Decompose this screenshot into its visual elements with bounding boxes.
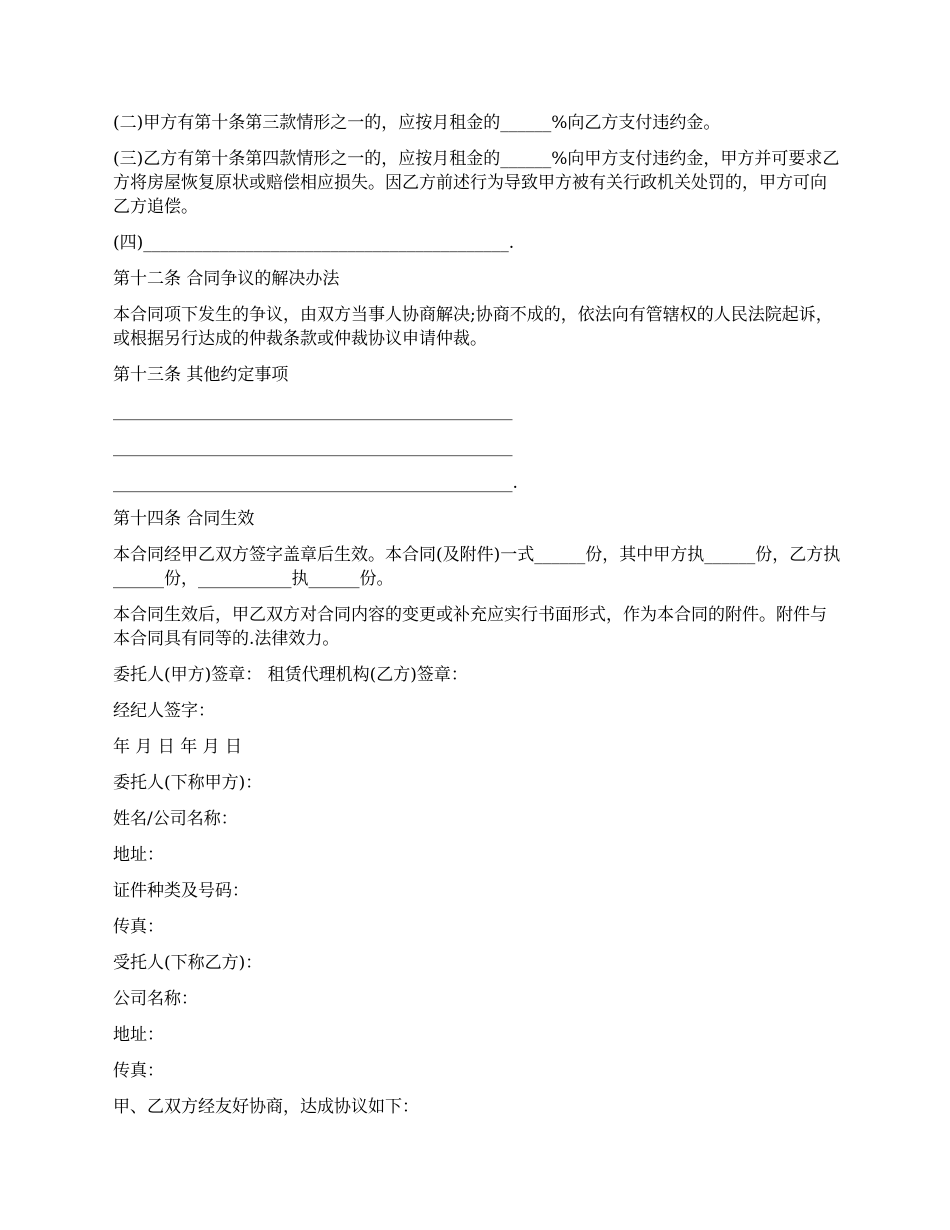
party-b-company: 公司名称： <box>113 989 198 1009</box>
article-14-heading: 第十四条 合同生效 <box>113 509 255 529</box>
article-13-heading: 第十三条 其他约定事项 <box>113 365 289 385</box>
penalty-clause-3: (三)乙方有第十条第四款情形之一的，应按月租金的______%向甲方支付违约金，甲方并可要求乙方将房屋恢复原状或赔偿相应损失。因乙方前述行为导致甲方被有关行政机关处罚的，甲方可向乙方追偿。 <box>113 149 840 217</box>
party-a-id: 证件种类及号码： <box>113 881 249 901</box>
party-a-fax: 传真： <box>113 917 164 937</box>
article-14-body-1: 本合同经甲乙双方签字盖章后生效。本合同(及附件)一式______份，其中甲方执______份，乙方执______份，___________执______份。 <box>113 545 841 589</box>
party-a-address: 地址： <box>113 845 164 865</box>
penalty-clause-2: (二)甲方有第十条第三款情形之一的，应按月租金的______%向乙方支付违约金。 <box>113 113 721 133</box>
article-12-heading: 第十二条 合同争议的解决办法 <box>113 269 340 289</box>
article-13-blank-line-2: _______________________________________________ <box>113 437 513 457</box>
penalty-clause-4: (四)___________________________________________. <box>113 233 515 253</box>
article-14-body-2: 本合同生效后，甲乙双方对合同内容的变更或补充应实行书面形式，作为本合同的附件。附件与本合同具有同等的.法律效力。 <box>113 605 827 649</box>
party-b-address: 地址： <box>113 1025 164 1045</box>
agreement-intro: 甲、乙双方经友好协商，达成协议如下： <box>113 1097 419 1117</box>
article-12-body: 本合同项下发生的争议，由双方当事人协商解决;协商不成的，依法向有管辖权的人民法院起诉，或根据另行达成的仲裁条款或仲裁协议申请仲裁。 <box>113 305 833 349</box>
date-line: 年 月 日 年 月 日 <box>113 737 243 757</box>
signature-line: 委托人(甲方)签章： 租赁代理机构(乙方)签章： <box>113 665 468 685</box>
party-a-name: 姓名/公司名称： <box>113 809 238 829</box>
article-13-blank-line-3: _______________________________________________. <box>113 473 518 493</box>
party-a-heading: 委托人(下称甲方)： <box>113 773 263 793</box>
agent-signature: 经纪人签字： <box>113 701 215 721</box>
party-b-heading: 受托人(下称乙方)： <box>113 953 263 973</box>
document-body <box>113 111 843 1131</box>
party-b-fax: 传真： <box>113 1061 164 1081</box>
article-13-blank-line-1: _______________________________________________ <box>113 401 513 421</box>
